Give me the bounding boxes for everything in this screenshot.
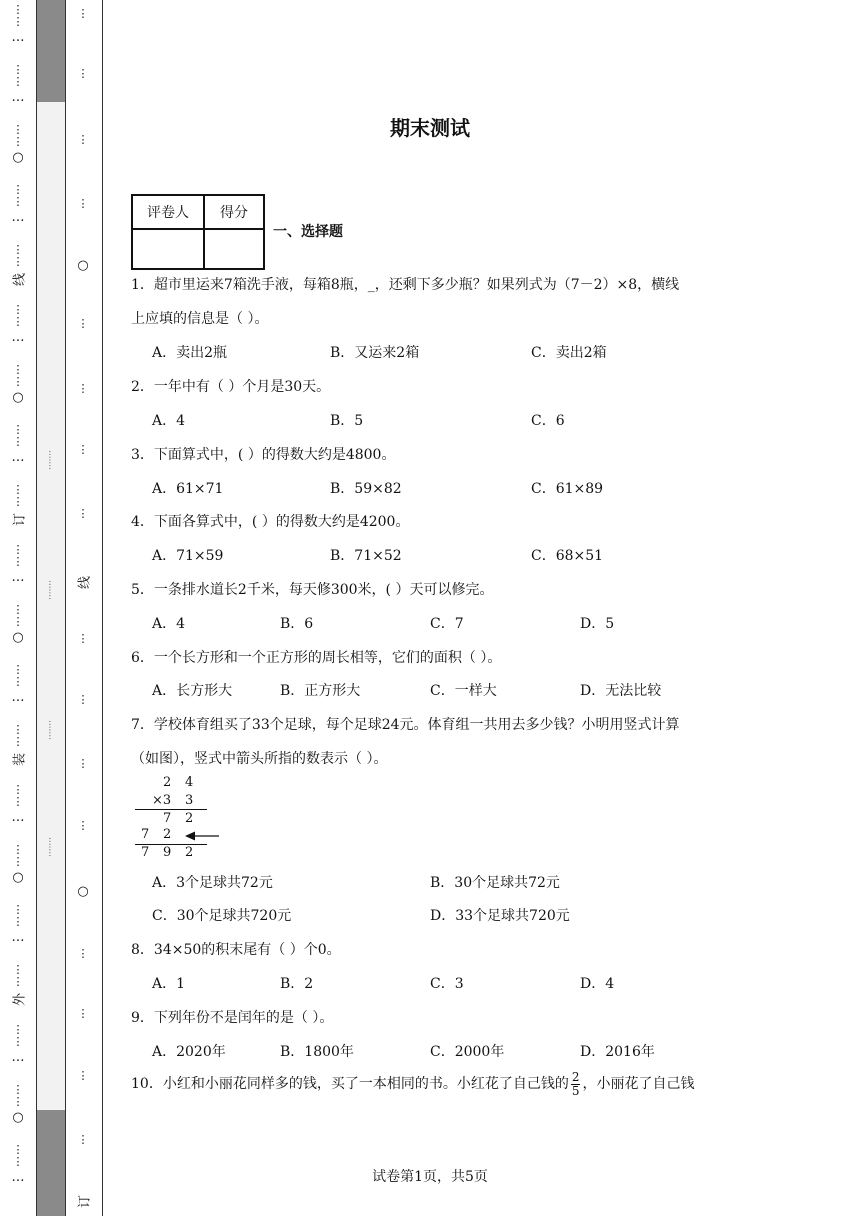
- question-5-stem: 5．一条排水道长2千米，每天修300米，( ）天可以修完。: [131, 582, 494, 598]
- margin-dots: ⋮: [12, 603, 24, 616]
- calc-digit: 2: [185, 845, 194, 860]
- fraction: [571, 1071, 581, 1098]
- question-3-option-b: B．59×82: [330, 481, 402, 497]
- binding-strip: [36, 0, 66, 1216]
- question-9-option-a: A．2020年: [152, 1044, 226, 1060]
- margin-dots: ⋮: [12, 735, 24, 748]
- binding-mark: 线: [77, 576, 93, 590]
- score-table-cell-score: [204, 229, 264, 269]
- score-table-header-score: 得分: [204, 195, 264, 229]
- margin-dots: ⋮: [12, 663, 24, 676]
- section-heading: 一、选择题: [273, 224, 343, 240]
- binding-mark: ○: [12, 390, 24, 405]
- strip-dots: ·······: [46, 579, 56, 601]
- question-2-stem: 2．一年中有（ ）个月是30天。: [131, 379, 331, 395]
- margin-dots: ⋮: [77, 133, 89, 146]
- margin-dots: ⋮: [12, 135, 24, 148]
- score-table: [131, 194, 265, 270]
- calc-digit: 2: [185, 811, 194, 826]
- margin-dots: ⋮: [77, 507, 89, 520]
- binding-mark: …: [11, 690, 25, 705]
- binding-mark: 装: [12, 753, 28, 767]
- margin-dots: ⋮: [12, 75, 24, 88]
- page-title: 期末测试: [390, 116, 470, 140]
- question-7-option-c: C．30个足球共720元: [152, 908, 292, 924]
- score-table-cell-grader: [132, 229, 204, 269]
- margin-dots: ⋮: [12, 903, 24, 916]
- binding-mark: …: [11, 1170, 25, 1185]
- page-footer: 试卷第1页，共5页: [372, 1169, 488, 1185]
- binding-mark: 线: [12, 273, 28, 287]
- binding-strip-bottom-block: [37, 1110, 65, 1216]
- fraction-denominator: 5: [571, 1083, 580, 1098]
- question-5-option-d: D．5: [580, 616, 615, 632]
- question-6-stem: 6．一个长方形和一个正方形的周长相等，它们的面积（ ）。: [131, 650, 502, 666]
- question-10-stem-part1: 10．小红和小丽花同样多的钱，买了一本相同的书。小红花了自己钱的: [131, 1076, 569, 1092]
- question-7-option-a: A．3个足球共72元: [152, 875, 273, 891]
- binding-mark: ○: [77, 884, 89, 899]
- margin-dots: ⋮: [12, 423, 24, 436]
- margin-dots: ⋮: [12, 855, 24, 868]
- margin-dots: ⋮: [77, 443, 89, 456]
- question-5-option-a: A．4: [152, 616, 186, 632]
- margin-dots: ⋮: [77, 317, 89, 330]
- margin-dots: ⋮: [12, 183, 24, 196]
- question-8-stem: 8．34×50的积末尾有（ ）个0。: [131, 942, 341, 958]
- margin-dots: ⋮: [77, 947, 89, 960]
- margin-dots: ⋮: [77, 197, 89, 210]
- binding-mark: …: [11, 570, 25, 585]
- calc-digit: 2: [163, 775, 172, 790]
- question-1-option-a: A．卖出2瓶: [152, 345, 228, 361]
- calc-digit: 7: [141, 827, 150, 842]
- calc-digit: 3: [185, 793, 194, 808]
- margin-dots: ⋮: [77, 1133, 89, 1146]
- margin-dots: ⋮: [12, 1083, 24, 1096]
- question-10-stem: [131, 1069, 694, 1099]
- question-3-stem: 3．下面算式中，( ）的得数大约是4800。: [131, 447, 396, 463]
- binding-mark: …: [11, 330, 25, 345]
- strip-dots: ·······: [46, 836, 56, 858]
- outer-binding-margin: [0, 0, 36, 1216]
- question-5-option-b: B．6: [280, 616, 314, 632]
- binding-mark: 订: [12, 513, 28, 527]
- question-6-option-a: A．长方形大: [152, 683, 233, 699]
- question-1-stem-line1: 1．超市里运来7箱洗手液，每箱8瓶，_，还剩下多少瓶？如果列式为（7－2）×8，横线: [131, 277, 680, 293]
- margin-dots: ⋮: [12, 963, 24, 976]
- margin-dots: ⋮: [12, 1155, 24, 1168]
- question-4-option-c: C．68×51: [531, 548, 604, 564]
- calc-digit: ×3: [152, 793, 172, 808]
- binding-mark: …: [11, 30, 25, 45]
- binding-mark: …: [11, 450, 25, 465]
- margin-dots: ⋮: [12, 435, 24, 448]
- question-6-option-d: D．无法比较: [580, 683, 662, 699]
- margin-dots: ⋮: [12, 555, 24, 568]
- binding-mark: ○: [12, 150, 24, 165]
- calc-digit: 4: [185, 775, 194, 790]
- question-5-option-c: C．7: [430, 616, 464, 632]
- margin-dots: ⋮: [12, 1035, 24, 1048]
- binding-mark: …: [11, 210, 25, 225]
- margin-dots: ⋮: [12, 63, 24, 76]
- calc-digit: 7: [141, 845, 150, 860]
- margin-dots: ⋮: [12, 303, 24, 316]
- strip-dots: ·······: [46, 449, 56, 471]
- binding-mark: ○: [77, 258, 89, 273]
- binding-mark: …: [11, 930, 25, 945]
- margin-dots: ⋮: [12, 255, 24, 268]
- margin-dots: ⋮: [12, 675, 24, 688]
- question-1-option-b: B．又运来2箱: [330, 345, 420, 361]
- binding-mark: …: [11, 1050, 25, 1065]
- margin-dots: ⋮: [77, 757, 89, 770]
- question-7-stem-line2: （如图），竖式中箭头所指的数表示（ ）。: [131, 751, 388, 767]
- question-2-option-c: C．6: [531, 413, 565, 429]
- margin-dots: ⋮: [12, 123, 24, 136]
- question-8-option-c: C．3: [430, 976, 464, 992]
- binding-mark: ○: [12, 630, 24, 645]
- margin-dots: ⋮: [12, 1095, 24, 1108]
- question-1-stem-line2: 上应填的信息是（ ）。: [131, 311, 269, 327]
- margin-dots: ⋮: [12, 615, 24, 628]
- fraction-numerator: 2: [571, 1069, 580, 1084]
- question-4-option-a: A．71×59: [152, 548, 224, 564]
- question-2-option-b: B．5: [330, 413, 364, 429]
- margin-dots: ⋮: [12, 543, 24, 556]
- question-10-stem-part2: ，小丽花了自己钱: [582, 1076, 695, 1092]
- calc-digit: 2: [163, 827, 172, 842]
- margin-dots: ⋮: [12, 483, 24, 496]
- margin-dots: ⋮: [12, 915, 24, 928]
- margin-dots: ⋮: [12, 15, 24, 28]
- margin-dots: ⋮: [12, 1023, 24, 1036]
- calc-digit: 7: [163, 811, 172, 826]
- margin-dots: ⋮: [12, 723, 24, 736]
- question-4-stem: 4．下面各算式中，( ）的得数大约是4200。: [131, 514, 410, 530]
- question-8-option-b: B．2: [280, 976, 314, 992]
- binding-mark: 外: [12, 993, 28, 1007]
- score-table-header-grader: 评卷人: [132, 195, 204, 229]
- margin-dots: ⋮: [12, 315, 24, 328]
- margin-dots: ⋮: [77, 819, 89, 832]
- margin-dots: ⋮: [12, 243, 24, 256]
- inner-binding-margin: [64, 0, 103, 1216]
- question-9-option-b: B．1800年: [280, 1044, 354, 1060]
- margin-dots: ⋮: [77, 693, 89, 706]
- margin-dots: ⋮: [12, 375, 24, 388]
- question-3-option-c: C．61×89: [531, 481, 604, 497]
- binding-mark: …: [11, 90, 25, 105]
- question-3-option-a: A．61×71: [152, 481, 224, 497]
- calc-rule: [135, 809, 207, 810]
- margin-dots: ⋮: [12, 783, 24, 796]
- margin-dots: ⋮: [12, 363, 24, 376]
- margin-dots: ⋮: [77, 632, 89, 645]
- margin-dots: ⋮: [77, 1007, 89, 1020]
- question-7-stem-line1: 7．学校体育组买了33个足球，每个足球24元。体育组一共用去多少钱？小明用竖式计算: [131, 717, 680, 733]
- vertical-multiplication-figure: [135, 775, 225, 863]
- margin-dots: ⋮: [77, 382, 89, 395]
- strip-dots: ·······: [46, 719, 56, 741]
- question-8-option-d: D．4: [580, 976, 615, 992]
- margin-dots: ⋮: [12, 495, 24, 508]
- question-9-stem: 9．下列年份不是闰年的是（ ）。: [131, 1010, 334, 1026]
- calc-digit: 9: [163, 845, 172, 860]
- question-4-option-b: B．71×52: [330, 548, 402, 564]
- margin-dots: ⋮: [12, 795, 24, 808]
- margin-dots: ⋮: [77, 67, 89, 80]
- binding-mark: …: [11, 810, 25, 825]
- binding-mark: ○: [12, 870, 24, 885]
- question-8-option-a: A．1: [152, 976, 186, 992]
- binding-mark: ○: [12, 1110, 24, 1125]
- arrow-left-icon: [185, 830, 221, 842]
- question-7-option-d: D．33个足球共720元: [430, 908, 570, 924]
- binding-strip-top-block: [37, 0, 65, 102]
- margin-dots: ⋮: [12, 843, 24, 856]
- question-9-option-c: C．2000年: [430, 1044, 505, 1060]
- question-6-option-c: C．一样大: [430, 683, 497, 699]
- question-7-option-b: B．30个足球共72元: [430, 875, 560, 891]
- binding-char-bottom: 订: [77, 1195, 93, 1209]
- margin-dots: ⋮: [12, 195, 24, 208]
- margin-dots: ⋮: [12, 975, 24, 988]
- margin-dots: ⋮: [77, 7, 89, 20]
- margin-dots: ⋮: [12, 1143, 24, 1156]
- question-6-option-b: B．正方形大: [280, 683, 361, 699]
- margin-dots: ⋮: [77, 1069, 89, 1082]
- margin-dots: ⋮: [12, 3, 24, 16]
- question-1-option-c: C．卖出2箱: [531, 345, 607, 361]
- question-2-option-a: A．4: [152, 413, 186, 429]
- question-9-option-d: D．2016年: [580, 1044, 655, 1060]
